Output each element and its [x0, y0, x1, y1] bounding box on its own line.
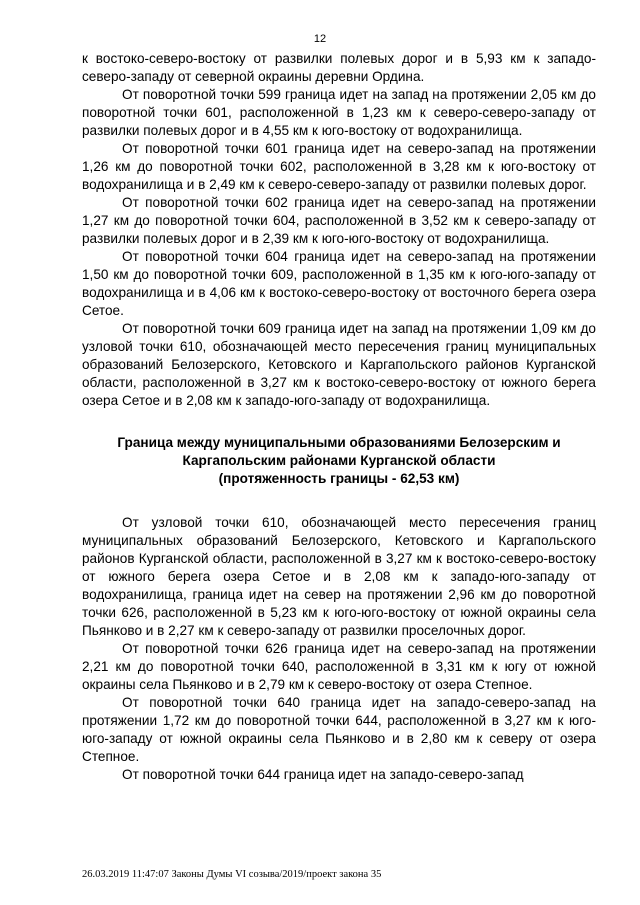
section-heading-line: Граница между муниципальными образованиями Белозерским и — [117, 435, 561, 450]
paragraph: От поворотной точки 604 граница идет на северо-запад на протяжении 1,50 км до поворотной точки 609, расположенной в 1,35 км к юго-юго-западу от водохранилища и в 4,06 км к востоко-северо-востоку от восточного берега озера Сетое. — [82, 249, 596, 318]
paragraph: От поворотной точки 601 граница идет на северо-запад на протяжении 1,26 км до поворотной точки 602, расположенной в 3,28 км к юго-востоку от водохранилища и в 2,49 км к северо-северо-западу от развилки полевых дорог. — [82, 141, 596, 192]
section-heading-line: Каргапольским районами Курганской области — [182, 453, 496, 468]
page-number: 12 — [313, 33, 327, 45]
footer-note: 26.03.2019 11:47:07 Законы Думы VI созыва/2019/проект закона 35 — [82, 869, 382, 880]
paragraph: От поворотной точки 626 граница идет на северо-запад на протяжении 2,21 км до поворотной точки 640, расположенной в 3,31 км к югу от южной окраины села Пьянково и в 2,79 км к северо-востоку от озера Степное. — [82, 641, 596, 692]
section-heading-length: (протяженность границы - 62,53 км) — [218, 471, 460, 486]
paragraph: к востоко-северо-востоку от развилки полевых дорог и в 5,93 км к западо-северо-западу от северной окраины деревни Ордина. — [82, 51, 596, 84]
document-body — [82, 50, 596, 784]
paragraph: От поворотной точки 640 граница идет на западо-северо-запад на протяжении 1,72 км до поворотной точки 644, расположенной в 3,27 км к юго-юго-западу от южной окраины села Пьянково и в 2,80 км к северу от озера Степное. — [82, 695, 596, 764]
section-heading — [82, 434, 596, 488]
paragraph: От узловой точки 610, обозначающей место пересечения границ муниципальных образований Белозерского, Кетовского и Каргапольского районов Курганской области, расположенной в 3,27 км к востоко-северо-востоку от южного берега озера Сетое и в 2,08 км к западо-юго-западу от водохранилища, граница идет на север на протяжении 2,96 км до поворотной точки 626, расположенной в 5,23 км к юго-юго-востоку от южной окраины села Пьянково и в 2,27 км к северо-западу от развилки проселочных дорог. — [82, 515, 596, 638]
paragraph: От поворотной точки 599 граница идет на запад на протяжении 2,05 км до поворотной точки 601, расположенной в 1,23 км к северо-северо-западу от развилки полевых дорог и в 4,55 км к юго-востоку от водохранилища. — [82, 87, 596, 138]
paragraph: От поворотной точки 609 граница идет на запад на протяжении 1,09 км до узловой точки 610, обозначающей место пересечения границ муниципальных образований Белозерского, Кетовского и Каргапольского районов Курганской области, расположенной в 3,27 км к востоко-северо-востоку от южного берега озера Сетое и в 2,08 км к западо-юго-западу от водохранилища. — [82, 321, 596, 408]
paragraph: От поворотной точки 644 граница идет на западо-северо-запад — [122, 767, 524, 782]
paragraph: От поворотной точки 602 граница идет на северо-запад на протяжении 1,27 км до поворотной точки 604, расположенной в 3,52 км к северо-западу от развилки полевых дорог и в 2,39 км к юго-юго-востоку от водохранилища. — [82, 195, 596, 246]
